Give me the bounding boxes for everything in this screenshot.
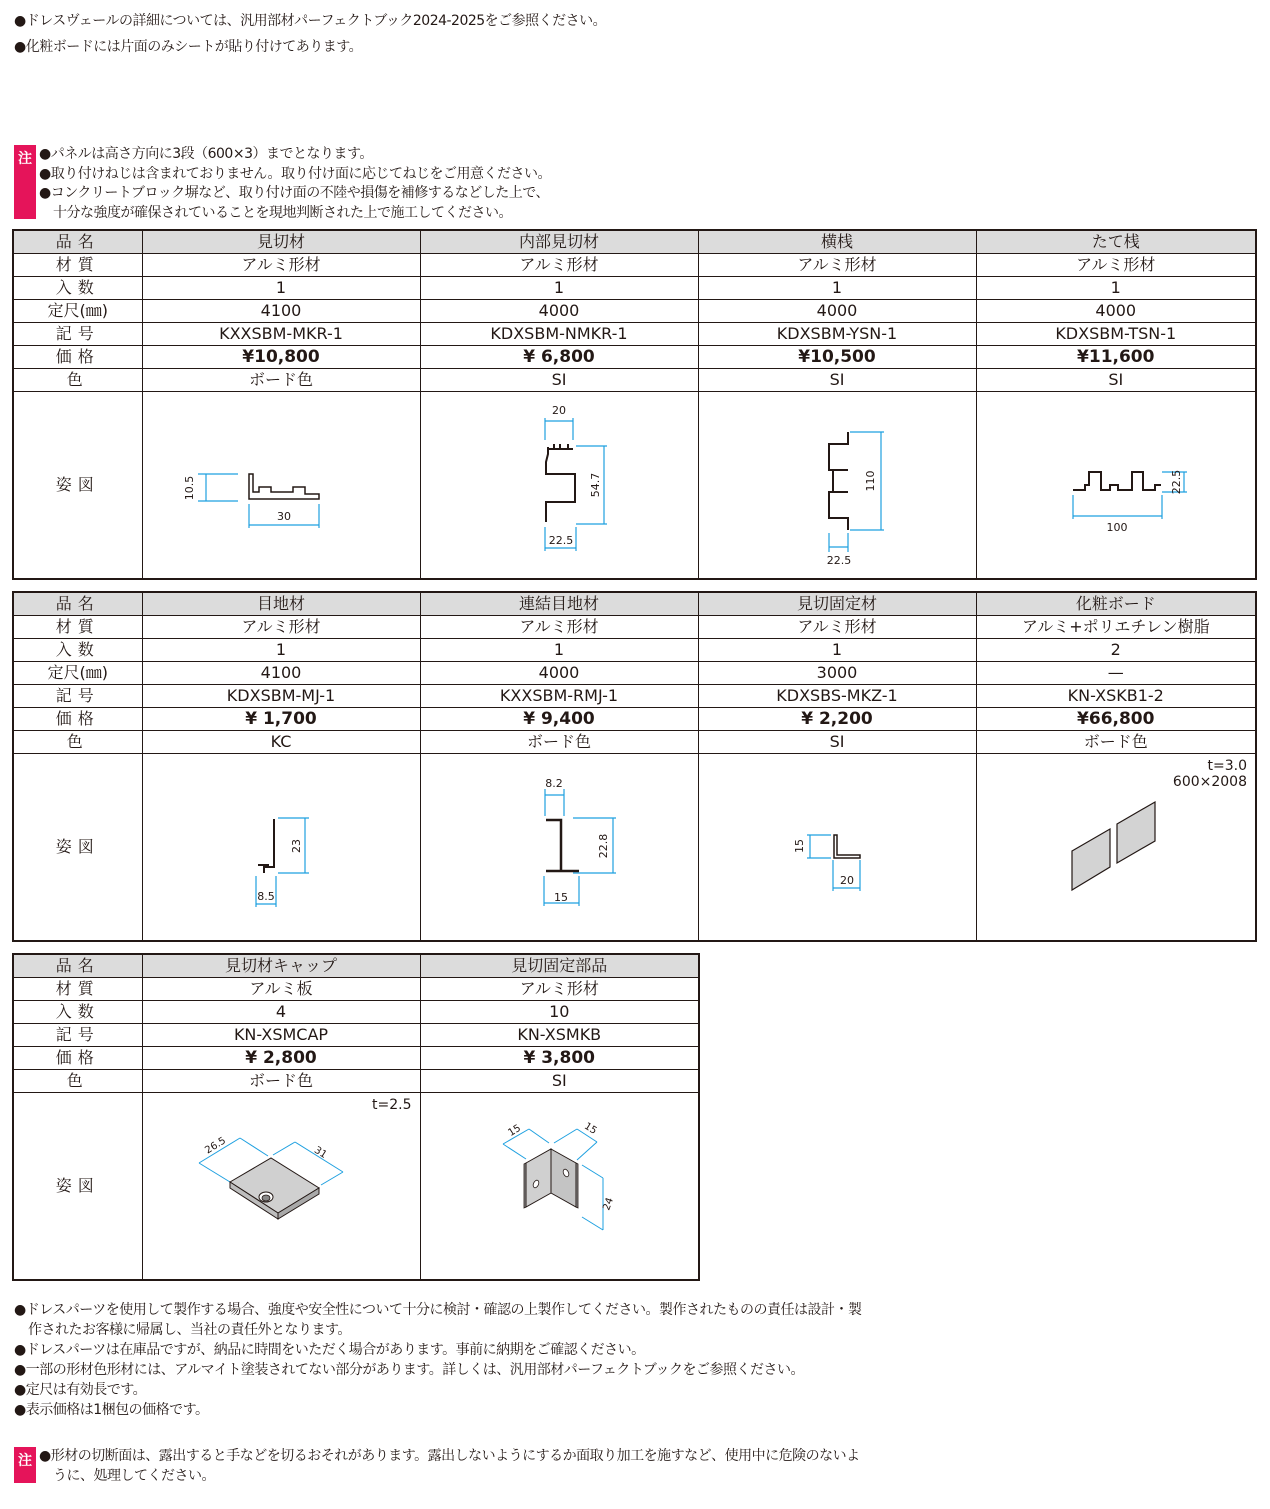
svg-text:22.5: 22.5 (548, 534, 573, 547)
row-figure (13, 754, 1256, 942)
label-color: 色 (13, 731, 142, 754)
row-price (13, 346, 1256, 369)
bottom-note: ●ドレスパーツは在庫品ですが、納品に時間をいただく場合があります。事前に納期をご確認ください。 (14, 1342, 645, 1358)
caution-line: うに、処理してください。 (53, 1467, 215, 1484)
product-code: KN-XSKB1-2 (976, 685, 1256, 708)
row-quantity (13, 639, 1256, 662)
row-color (13, 369, 1256, 392)
row-length (13, 300, 1256, 323)
quantity: 1 (142, 639, 420, 662)
length: 4000 (420, 300, 698, 323)
row-color (13, 731, 1256, 754)
label-code: 記号 (13, 1024, 142, 1047)
label-code: 記号 (13, 323, 142, 346)
svg-text:22.5: 22.5 (826, 554, 851, 567)
svg-text:23: 23 (289, 839, 303, 853)
row-price (13, 708, 1256, 731)
label-material: 材質 (13, 254, 142, 277)
row-name (13, 954, 699, 978)
profile-drawing-icon (977, 392, 1257, 578)
product-name: 連結目地材 (420, 592, 698, 616)
label-price: 価格 (13, 708, 142, 731)
label-quantity: 入数 (13, 277, 142, 300)
row-code (13, 323, 1256, 346)
color: SI (420, 369, 698, 392)
color: ボード色 (976, 731, 1256, 754)
profile-drawing-icon (143, 754, 421, 940)
row-material (13, 978, 699, 1001)
label-color: 色 (13, 1070, 142, 1093)
label-figure: 姿図 (13, 1093, 142, 1281)
angle-bracket-icon (421, 1093, 700, 1279)
quantity: 1 (698, 277, 976, 300)
price: ¥66,800 (976, 708, 1256, 731)
caution-block-bottom (14, 1447, 860, 1486)
svg-text:100: 100 (1106, 521, 1127, 534)
bottom-note: ●定尺は有効長です。 (14, 1382, 147, 1398)
top-note: ●ドレスヴェールの詳細については、汎用部材パーフェクトブック2024-2025をご参照ください。 (14, 13, 607, 29)
label-name: 品名 (13, 954, 142, 978)
svg-text:15: 15 (792, 839, 806, 853)
row-color (13, 1070, 699, 1093)
product-code: KDXSBM-NMKR-1 (420, 323, 698, 346)
product-code: KN-XSMCAP (142, 1024, 420, 1047)
row-name (13, 230, 1256, 254)
profile-drawing-icon (421, 392, 699, 578)
material: アルミ形材 (420, 254, 698, 277)
svg-text:20: 20 (839, 874, 854, 887)
length: 4000 (698, 300, 976, 323)
price: ¥11,600 (976, 346, 1256, 369)
quantity: 4 (142, 1001, 420, 1024)
svg-text:30: 30 (276, 510, 291, 523)
thickness-note: t=2.5 (372, 1097, 412, 1113)
length: 4000 (976, 300, 1256, 323)
product-code: KXXSBM-RMJ-1 (420, 685, 698, 708)
top-note: ●化粧ボードには片面のみシートが貼り付けてあります。 (14, 39, 363, 55)
price: ¥ 9,400 (420, 708, 698, 731)
figure-naibu-mikirizai (420, 392, 698, 580)
row-material (13, 616, 1256, 639)
quantity: 1 (698, 639, 976, 662)
quantity: 2 (976, 639, 1256, 662)
label-color: 色 (13, 369, 142, 392)
product-code: KDXSBS-MKZ-1 (698, 685, 976, 708)
label-figure: 姿図 (13, 754, 142, 942)
profile-drawing-icon (421, 754, 699, 940)
length: — (976, 662, 1256, 685)
svg-text:8.5: 8.5 (256, 890, 275, 903)
color: ボード色 (142, 369, 420, 392)
caution-line: ●コンクリートブロック塀など、取り付け面の不陸や損傷を補修するなどした上で、 (39, 185, 549, 201)
svg-text:10.5: 10.5 (182, 475, 196, 501)
figure-mikirizai (142, 392, 420, 580)
quantity: 1 (142, 277, 420, 300)
caution-line: ●取り付けねじは含まれておりません。取り付け面に応じてねじをご用意ください。 (39, 165, 552, 182)
price: ¥10,800 (142, 346, 420, 369)
length: 4000 (420, 662, 698, 685)
row-price (13, 1047, 699, 1070)
row-length (13, 662, 1256, 685)
bottom-note: 作されたお客様に帰属し、当社の責任外となります。 (28, 1322, 351, 1338)
figure-mejizai (142, 754, 420, 942)
length: 4100 (142, 662, 420, 685)
price: ¥ 2,200 (698, 708, 976, 731)
product-code: KN-XSMKB (420, 1024, 699, 1047)
length: 3000 (698, 662, 976, 685)
color: ボード色 (142, 1070, 420, 1093)
color: SI (698, 369, 976, 392)
color: KC (142, 731, 420, 754)
svg-text:15: 15 (505, 1122, 523, 1139)
board-spec-note: t=3.0 600×2008 (1172, 758, 1247, 790)
row-figure (13, 1093, 699, 1281)
svg-text:110: 110 (863, 470, 877, 492)
material: アルミ形材 (698, 254, 976, 277)
material: アルミ+ポリエチレン樹脂 (976, 616, 1256, 639)
top-notes (14, 8, 606, 60)
spec-table-3 (12, 953, 700, 1281)
row-name (13, 592, 1256, 616)
row-material (13, 254, 1256, 277)
price: ¥ 2,800 (142, 1047, 420, 1070)
row-figure (13, 392, 1256, 580)
svg-text:54.7: 54.7 (588, 472, 602, 498)
material: アルミ形材 (420, 978, 699, 1001)
svg-text:31: 31 (311, 1144, 329, 1161)
label-length: 定尺(㎜) (13, 662, 142, 685)
product-name: 内部見切材 (420, 230, 698, 254)
product-name: 化粧ボード (976, 592, 1256, 616)
figure-mikiri-koteizai (698, 754, 976, 942)
material: アルミ形材 (976, 254, 1256, 277)
caution-line: ●パネルは高さ方向に3段（600×3）までとなります。 (39, 146, 373, 162)
material: アルミ形材 (698, 616, 976, 639)
profile-drawing-icon (143, 392, 421, 578)
price: ¥ 1,700 (142, 708, 420, 731)
label-name: 品名 (13, 230, 142, 254)
material: アルミ形材 (142, 616, 420, 639)
product-name: たて桟 (976, 230, 1256, 254)
product-name: 見切固定材 (698, 592, 976, 616)
row-quantity (13, 277, 1256, 300)
bottom-note: ●ドレスパーツを使用して製作する場合、強度や安全性について十分に検討・確認の上製作してください。製作されたものの責任は設計・製 (14, 1302, 862, 1318)
color: SI (420, 1070, 699, 1093)
caution-line: ●形材の切断面は、露出すると手などを切るおそれがあります。露出しないようにするか面取り加工を施すなど、使用中に危険のないよ (39, 1448, 860, 1464)
profile-drawing-icon (699, 754, 977, 940)
product-name: 横桟 (698, 230, 976, 254)
label-length: 定尺(㎜) (13, 300, 142, 323)
profile-drawing-icon (699, 392, 977, 578)
label-figure: 姿図 (13, 392, 142, 580)
svg-text:20: 20 (551, 404, 566, 417)
color: SI (698, 731, 976, 754)
caution-badge: 注 (14, 145, 36, 219)
svg-text:22.5: 22.5 (1169, 469, 1183, 495)
price: ¥ 3,800 (420, 1047, 699, 1070)
material: アルミ板 (142, 978, 420, 1001)
product-name: 見切固定部品 (420, 954, 699, 978)
length: 4100 (142, 300, 420, 323)
material: アルミ形材 (420, 616, 698, 639)
label-quantity: 入数 (13, 1001, 142, 1024)
product-name: 目地材 (142, 592, 420, 616)
cap-plate-icon (143, 1093, 421, 1279)
figure-mikiri-kotei-buhin (420, 1093, 699, 1281)
figure-renketsu-mejizai (420, 754, 698, 942)
bottom-notes (14, 1300, 861, 1420)
spec-table-1 (12, 229, 1257, 580)
svg-text:22.8: 22.8 (596, 833, 610, 859)
price: ¥10,500 (698, 346, 976, 369)
quantity: 1 (976, 277, 1256, 300)
label-code: 記号 (13, 685, 142, 708)
product-name: 見切材キャップ (142, 954, 420, 978)
caution-block-top (14, 145, 551, 223)
bottom-note: ●表示価格は1梱包の価格です。 (14, 1402, 209, 1418)
label-material: 材質 (13, 616, 142, 639)
color: SI (976, 369, 1256, 392)
label-material: 材質 (13, 978, 142, 1001)
price: ¥ 6,800 (420, 346, 698, 369)
figure-tatesan (976, 392, 1256, 580)
row-code (13, 685, 1256, 708)
figure-yokosan (698, 392, 976, 580)
product-code: KDXSBM-YSN-1 (698, 323, 976, 346)
label-price: 価格 (13, 346, 142, 369)
label-price: 価格 (13, 1047, 142, 1070)
figure-mikirizai-cap (142, 1093, 420, 1281)
product-code: KXXSBM-MKR-1 (142, 323, 420, 346)
svg-text:15: 15 (553, 891, 568, 904)
svg-text:15: 15 (581, 1120, 599, 1137)
product-name: 見切材 (142, 230, 420, 254)
row-quantity (13, 1001, 699, 1024)
row-code (13, 1024, 699, 1047)
quantity: 1 (420, 277, 698, 300)
product-code: KDXSBM-TSN-1 (976, 323, 1256, 346)
bottom-note: ●一部の形材色形材には、アルマイト塗装されてない部分があります。詳しくは、汎用部材パーフェクトブックをご参照ください。 (14, 1362, 804, 1378)
spec-table-2 (12, 591, 1257, 942)
quantity: 1 (420, 639, 698, 662)
figure-kesho-board (976, 754, 1256, 942)
product-code: KDXSBM-MJ-1 (142, 685, 420, 708)
caution-line: 十分な強度が確保されていることを現地判断された上で施工してください。 (53, 204, 512, 221)
label-quantity: 入数 (13, 639, 142, 662)
svg-text:24: 24 (600, 1196, 616, 1213)
caution-badge: 注 (14, 1447, 36, 1483)
svg-text:8.2: 8.2 (544, 777, 563, 790)
color: ボード色 (420, 731, 698, 754)
svg-text:26.5: 26.5 (202, 1135, 228, 1157)
label-name: 品名 (13, 592, 142, 616)
quantity: 10 (420, 1001, 699, 1024)
material: アルミ形材 (142, 254, 420, 277)
